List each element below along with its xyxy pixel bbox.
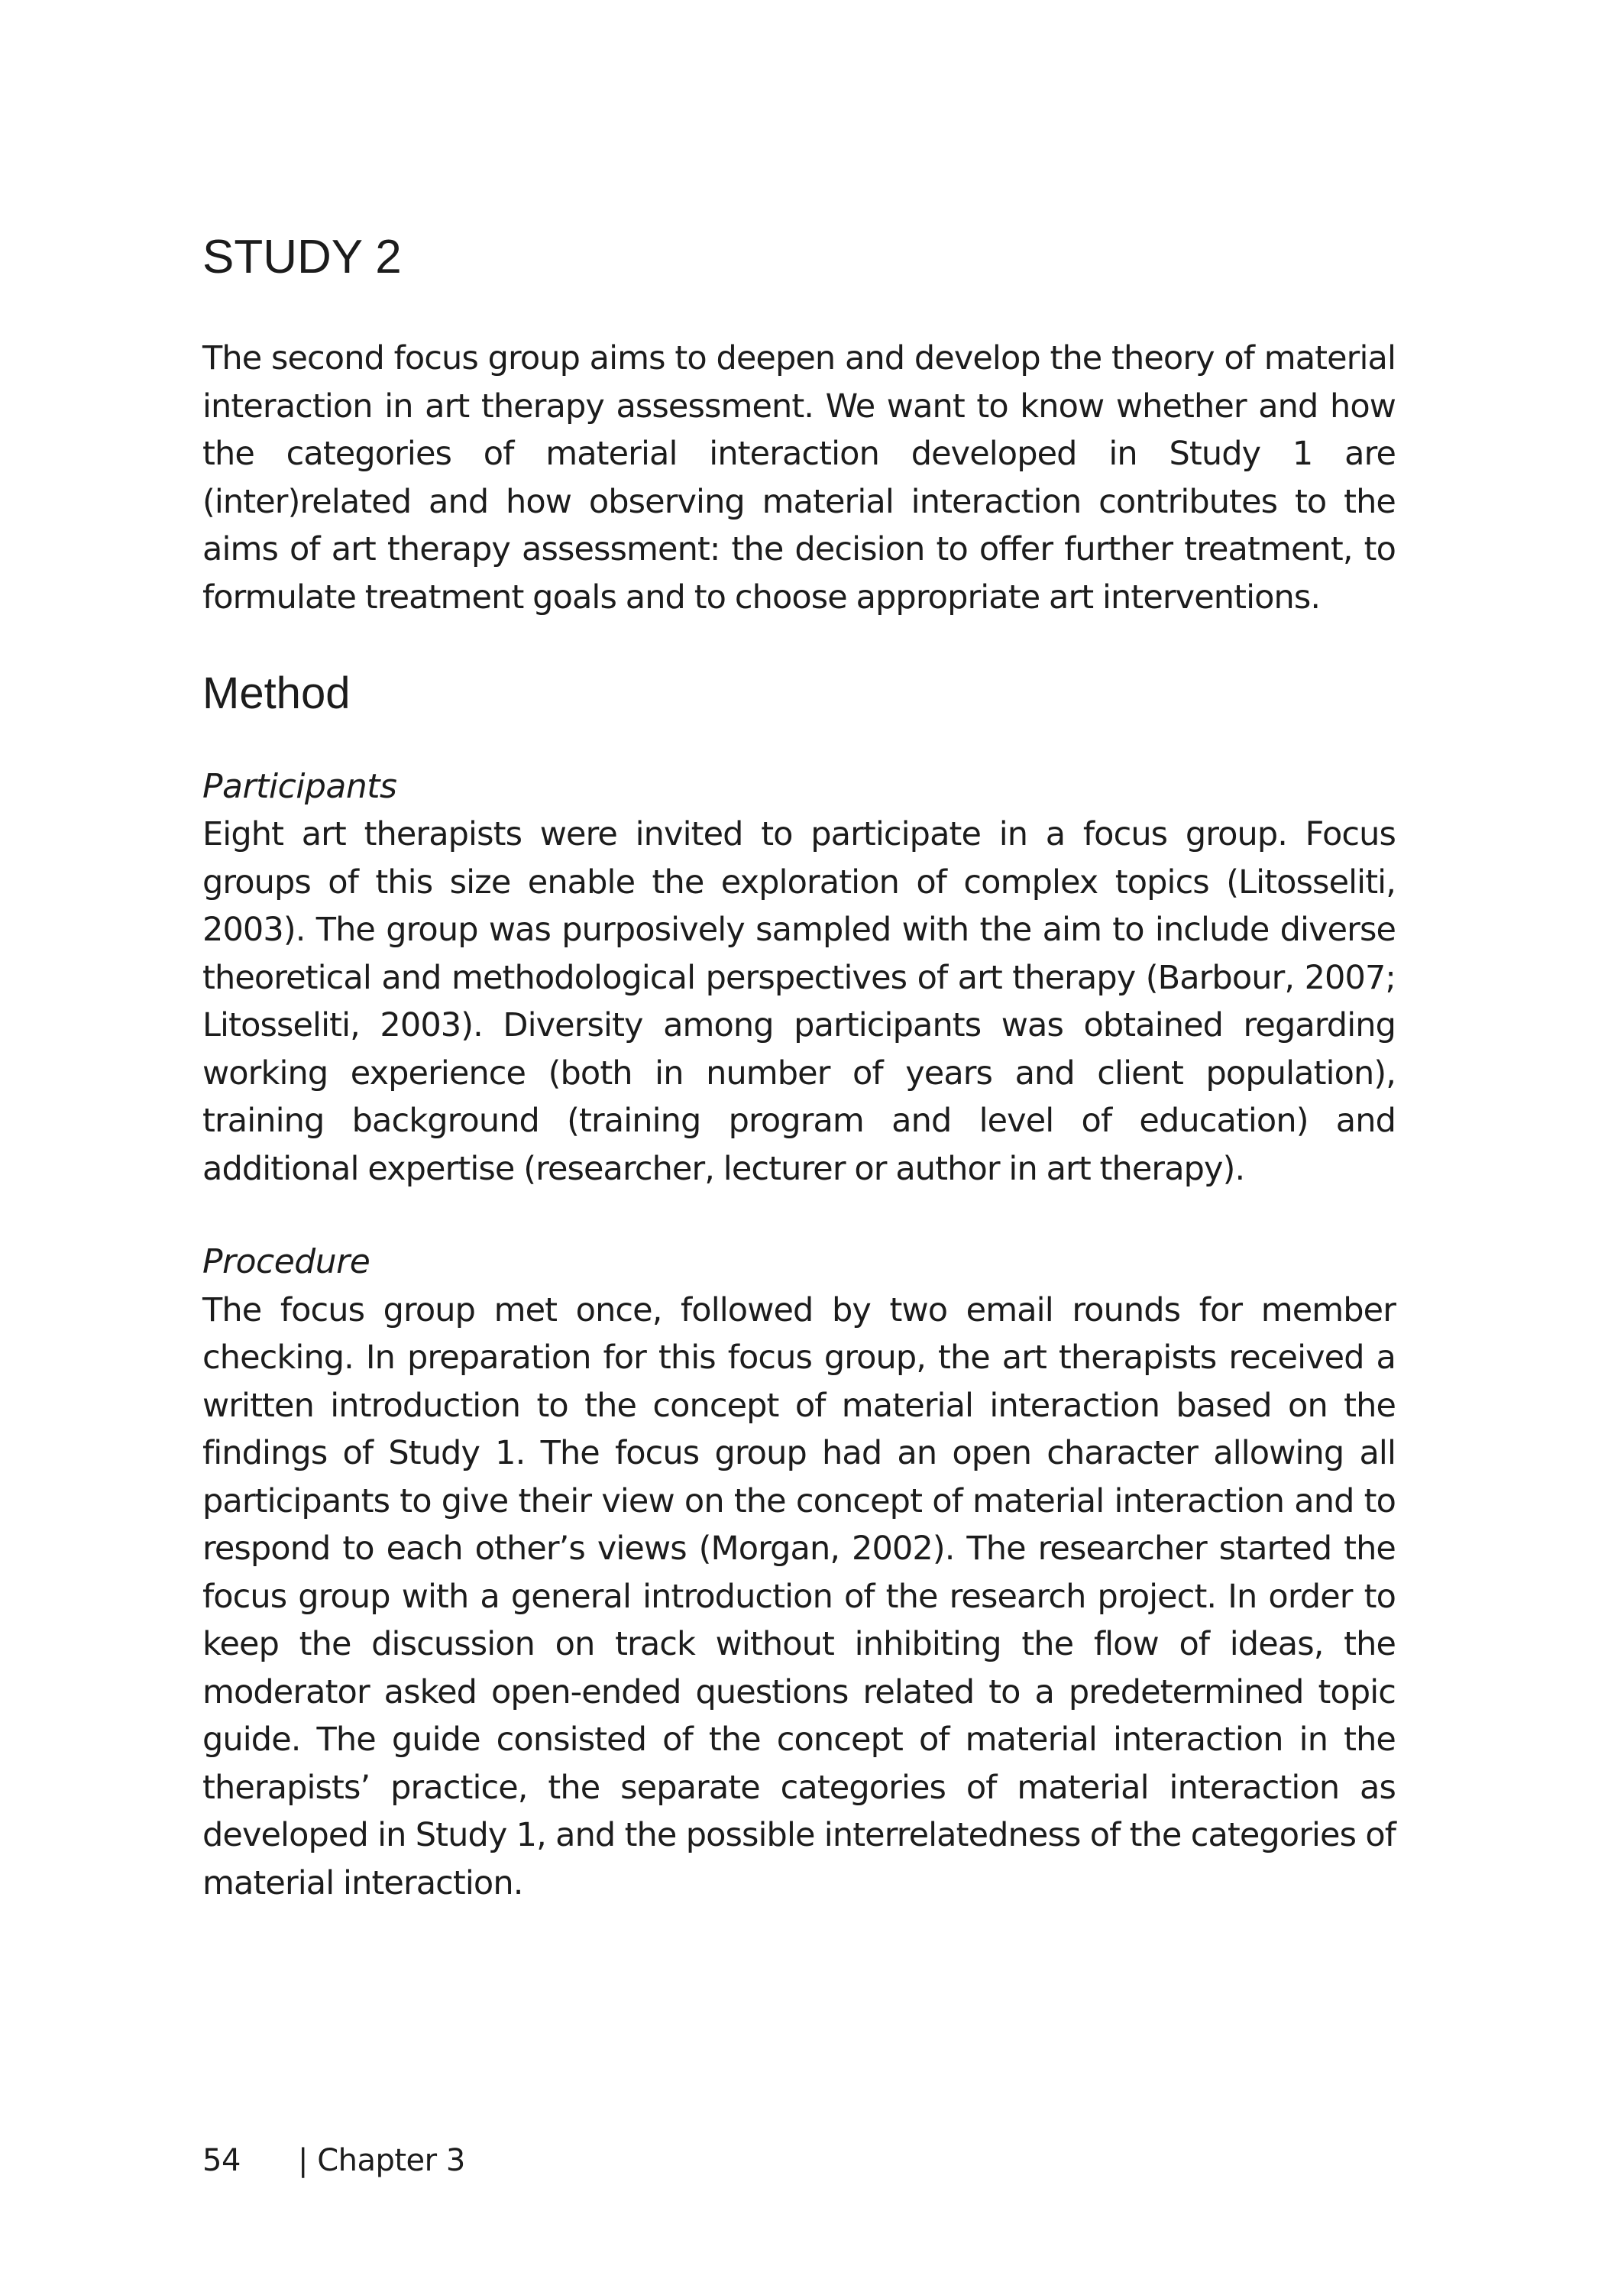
participants-heading: Participants: [202, 766, 397, 806]
page-footer: [202, 2143, 465, 2178]
paragraph-gap: [202, 1193, 1396, 1238]
participants-paragraph: Eight art therapists were invited to participate in a focus group. Focus groups of this size enable the exploration of complex topics (Litosseliti, 2003). The group was purposively sampled with the aim to include diverse theoretical and methodological perspectives of art therapy (Barbour, 2007; Litosseliti, 2003). Diversity among participants was obtained regarding working experience (both in number of years and client population), training background (training program and level of education) and additional expertise (researcher, lecturer or author in art therapy).: [202, 815, 1396, 1188]
procedure-paragraph: The focus group met once, followed by two email rounds for member checking. In preparation for this focus group, the art therapists received a written introduction to the concept of material interaction based on the findings of Study 1. The focus group had an open character allowing all participants to give their view on the concept of material interaction and to respond to each other’s views (Morgan, 2002). The researcher started the focus group with a general introduction of the research project. In order to keep the discussion on track without inhibiting the flow of ideas, the moderator asked open-ended questions related to a predetermined topic guide. The guide consisted of the concept of material interaction in the therapists’ practice, the separate categories of material interaction as developed in Study 1, and the possible interrelatedness of the categories of material interaction.: [202, 1290, 1396, 1902]
study-title: STUDY 2: [202, 231, 402, 283]
method-heading: Method: [202, 668, 351, 719]
page-number: 54: [202, 2143, 241, 2178]
page-content: [202, 229, 1396, 1907]
chapter-label: | Chapter 3: [298, 2143, 465, 2178]
study-intro-paragraph: The second focus group aims to deepen and develop the theory of material interaction in art therapy assessment. We want to know whether and how the categories of material interaction developed in Study 1 are (inter)related and how observing material interaction contributes to the aims of art therapy assessment: the decision to offer further treatment, to formulate treatment goals and to choose appropriate art interventions.: [202, 339, 1396, 617]
procedure-heading: Procedure: [202, 1242, 370, 1282]
